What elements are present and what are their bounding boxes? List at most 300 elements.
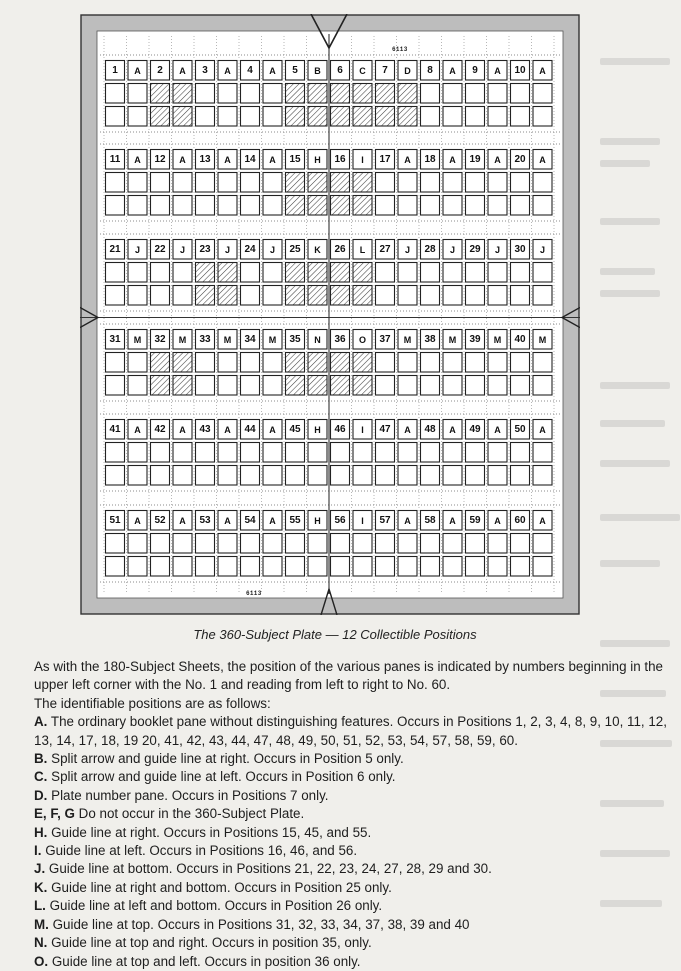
pane-number: 3 <box>202 65 208 76</box>
position-key: J. <box>34 861 46 877</box>
pane-37 <box>374 329 419 351</box>
stamp-cell <box>128 557 147 577</box>
pane-31 <box>104 329 149 351</box>
stamp-cell <box>263 286 282 306</box>
stamp-cell <box>376 84 395 104</box>
stamp-cell <box>376 557 395 577</box>
stamp-cell <box>106 466 125 486</box>
position-key: O. <box>34 953 49 969</box>
pane-22 <box>149 239 194 261</box>
position-description: The ordinary booklet pane without distinguishing features. Occurs in Positions 1, 2, 3, 4, 8, 9, 10, 11, 12, 13, 14, 17, 18, 19 20, 41, 42, 43, 44, 47, 48, 49, 50, 51, 52, 53, 54, 57, 58, 59, 60. <box>34 714 667 748</box>
stamp-cell <box>106 286 125 306</box>
pane-number: 18 <box>424 154 436 165</box>
stamp-cell <box>421 466 440 486</box>
pane-letter: A <box>224 425 231 435</box>
position-item <box>8 934 674 952</box>
pane-letter: A <box>449 516 456 526</box>
stamp-cell <box>151 196 170 216</box>
pane-letter: A <box>269 516 276 526</box>
stamp-cell <box>511 534 530 554</box>
stamp-cell <box>443 196 462 216</box>
pane-letter: A <box>494 155 501 165</box>
stamp-cell <box>331 173 350 193</box>
pane-letter: B <box>314 66 321 76</box>
stamp-cell <box>218 196 237 216</box>
pane-53 <box>194 510 239 532</box>
stamp-cell <box>241 263 260 283</box>
pane-letter: I <box>361 155 364 165</box>
pane-letter: A <box>134 155 141 165</box>
stamp-cell <box>173 84 192 104</box>
stamp-cell <box>196 286 215 306</box>
stamp-cell <box>331 196 350 216</box>
pane-32 <box>149 329 194 351</box>
position-key: B. <box>34 751 48 767</box>
pane-42 <box>149 419 194 441</box>
pane-letter: M <box>538 335 547 345</box>
pane-number: 49 <box>469 424 481 435</box>
stamp-cell <box>128 107 147 127</box>
pane-letter: A <box>224 516 231 526</box>
stamp-cell <box>376 107 395 127</box>
stamp-cell <box>466 263 485 283</box>
pane-18 <box>419 149 464 171</box>
stamp-cell <box>331 534 350 554</box>
stamp-cell <box>376 443 395 463</box>
stamp-cell <box>128 466 147 486</box>
stamp-cell <box>353 173 372 193</box>
pane-letter: A <box>539 516 546 526</box>
stamp-cell <box>488 466 507 486</box>
pane-44 <box>239 419 284 441</box>
stamp-cell <box>488 557 507 577</box>
pane-letter: A <box>134 516 141 526</box>
pane-26 <box>329 239 374 261</box>
stamp-cell <box>151 84 170 104</box>
stamp-cell <box>173 107 192 127</box>
stamp-cell <box>106 196 125 216</box>
stamp-cell <box>533 263 552 283</box>
stamp-cell <box>376 196 395 216</box>
stamp-cell <box>196 466 215 486</box>
stamp-cell <box>421 263 440 283</box>
stamp-cell <box>286 84 305 104</box>
pane-47 <box>374 419 419 441</box>
stamp-cell <box>533 376 552 396</box>
stamp-cell <box>263 196 282 216</box>
stamp-cell <box>151 286 170 306</box>
pane-letter: M <box>448 335 457 345</box>
stamp-cell <box>398 286 417 306</box>
position-item <box>8 787 674 805</box>
pane-11 <box>104 149 149 171</box>
stamp-cell <box>331 376 350 396</box>
stamp-cell <box>151 534 170 554</box>
position-description: Do not occur in the 360-Subject Plate. <box>78 806 305 822</box>
pane-number: 57 <box>379 515 391 526</box>
position-description: Guide line at right and bottom. Occurs in Position 25 only. <box>51 879 392 895</box>
pane-8 <box>419 60 464 82</box>
stamp-cell <box>331 466 350 486</box>
stamp-cell <box>308 84 327 104</box>
pane-6 <box>329 60 374 82</box>
pane-letter: J <box>404 245 410 255</box>
pane-letter: A <box>404 155 411 165</box>
stamp-cell <box>151 107 170 127</box>
stamp-cell <box>218 443 237 463</box>
stamp-cell <box>376 466 395 486</box>
stamp-cell <box>488 353 507 373</box>
pane-letter: M <box>133 335 142 345</box>
stamp-cell <box>128 376 147 396</box>
pane-letter: J <box>449 245 455 255</box>
plate-diagram <box>80 14 580 615</box>
stamp-cell <box>173 466 192 486</box>
pane-letter: I <box>361 516 364 526</box>
stamp-cell <box>128 534 147 554</box>
stamp-cell <box>286 376 305 396</box>
position-key: C. <box>34 769 48 785</box>
pane-59 <box>464 510 509 532</box>
stamp-cell <box>443 263 462 283</box>
stamp-cell <box>308 107 327 127</box>
pane-letter: A <box>269 425 276 435</box>
position-item <box>8 916 674 934</box>
stamp-cell <box>106 107 125 127</box>
stamp-cell <box>398 557 417 577</box>
stamp-cell <box>398 107 417 127</box>
stamp-cell <box>331 443 350 463</box>
pane-number: 27 <box>379 244 391 255</box>
stamp-cell <box>286 466 305 486</box>
pane-41 <box>104 419 149 441</box>
position-key: H. <box>34 824 48 840</box>
stamp-cell <box>488 286 507 306</box>
pane-number: 16 <box>334 154 346 165</box>
pane-number: 48 <box>424 424 436 435</box>
pane-number: 53 <box>199 515 211 526</box>
pane-letter: A <box>539 425 546 435</box>
stamp-cell <box>398 534 417 554</box>
pane-57 <box>374 510 419 532</box>
pane-letter: M <box>178 335 187 345</box>
pane-letter: M <box>493 335 502 345</box>
stamp-cell <box>218 376 237 396</box>
position-description: Guide line at top and left. Occurs in position 36 only. <box>51 953 361 969</box>
position-description: Guide line at top. Occurs in Positions 31, 32, 33, 34, 37, 38, 39 and 40 <box>52 916 470 932</box>
stamp-cell <box>308 263 327 283</box>
position-key: D. <box>34 787 48 803</box>
position-key: A. <box>34 714 48 730</box>
stamp-cell <box>196 84 215 104</box>
pane-number: 19 <box>469 154 481 165</box>
stamp-cell <box>241 376 260 396</box>
stamp-cell <box>533 466 552 486</box>
pane-number: 12 <box>154 154 166 165</box>
pane-25 <box>284 239 329 261</box>
pane-letter: K <box>314 245 321 255</box>
stamp-cell <box>308 534 327 554</box>
stamp-cell <box>173 263 192 283</box>
stamp-cell <box>353 443 372 463</box>
stamp-cell <box>488 107 507 127</box>
stamp-cell <box>398 84 417 104</box>
pane-number: 29 <box>469 244 481 255</box>
pane-letter: A <box>494 425 501 435</box>
stamp-cell <box>218 107 237 127</box>
stamp-cell <box>466 534 485 554</box>
intro-paragraph: As with the 180-Subject Sheets, the position of the various panes is indicated by numbers beginning in the upper left corner with the No. 1 and reading from left to right to No. 60. <box>34 659 664 693</box>
pane-58 <box>419 510 464 532</box>
pane-24 <box>239 239 284 261</box>
pane-30 <box>509 239 554 261</box>
pane-number: 24 <box>244 244 256 255</box>
stamp-cell <box>376 286 395 306</box>
pane-16 <box>329 149 374 171</box>
stamp-cell <box>376 376 395 396</box>
pane-9 <box>464 60 509 82</box>
stamp-cell <box>241 84 260 104</box>
stamp-cell <box>151 557 170 577</box>
pane-20 <box>509 149 554 171</box>
stamp-cell <box>308 466 327 486</box>
pane-52 <box>149 510 194 532</box>
position-item <box>8 713 674 750</box>
pane-2 <box>149 60 194 82</box>
stamp-cell <box>241 196 260 216</box>
stamp-cell <box>241 353 260 373</box>
stamp-cell <box>421 84 440 104</box>
pane-letter: A <box>494 516 501 526</box>
pane-23 <box>194 239 239 261</box>
body-text <box>8 658 674 971</box>
stamp-cell <box>151 466 170 486</box>
pane-14 <box>239 149 284 171</box>
stamp-cell <box>511 353 530 373</box>
pane-27 <box>374 239 419 261</box>
stamp-cell <box>421 376 440 396</box>
pane-number: 59 <box>469 515 481 526</box>
stamp-cell <box>353 534 372 554</box>
stamp-cell <box>421 173 440 193</box>
stamp-cell <box>511 173 530 193</box>
pane-letter: A <box>179 155 186 165</box>
pane-number: 21 <box>109 244 121 255</box>
stamp-cell <box>128 443 147 463</box>
stamp-cell <box>106 557 125 577</box>
pane-48 <box>419 419 464 441</box>
stamp-cell <box>218 466 237 486</box>
stamp-cell <box>511 263 530 283</box>
position-list <box>8 713 674 971</box>
stamp-cell <box>173 443 192 463</box>
stamp-cell <box>173 353 192 373</box>
pane-letter: A <box>539 155 546 165</box>
pane-13 <box>194 149 239 171</box>
position-key: L. <box>34 898 46 914</box>
stamp-cell <box>488 263 507 283</box>
stamp-cell <box>106 173 125 193</box>
stamp-cell <box>286 534 305 554</box>
stamp-cell <box>173 196 192 216</box>
stamp-cell <box>263 353 282 373</box>
pane-45 <box>284 419 329 441</box>
stamp-cell <box>443 173 462 193</box>
position-key: I. <box>34 843 42 859</box>
stamp-cell <box>128 173 147 193</box>
stamp-cell <box>466 353 485 373</box>
stamp-cell <box>488 84 507 104</box>
stamp-cell <box>128 84 147 104</box>
pane-number: 7 <box>382 65 388 76</box>
stamp-cell <box>196 443 215 463</box>
pane-33 <box>194 329 239 351</box>
position-item <box>8 879 674 897</box>
stamp-cell <box>466 376 485 396</box>
stamp-cell <box>173 173 192 193</box>
stamp-cell <box>443 466 462 486</box>
stamp-cell <box>218 173 237 193</box>
pane-letter: J <box>179 245 185 255</box>
pane-number: 15 <box>289 154 301 165</box>
stamp-cell <box>263 534 282 554</box>
pane-15 <box>284 149 329 171</box>
position-item <box>8 897 674 915</box>
pane-7 <box>374 60 419 82</box>
pane-number: 28 <box>424 244 436 255</box>
pane-number: 17 <box>379 154 391 165</box>
pane-number: 31 <box>109 334 121 345</box>
stamp-cell <box>533 84 552 104</box>
pane-28 <box>419 239 464 261</box>
pane-number: 14 <box>244 154 256 165</box>
pane-number: 37 <box>379 334 391 345</box>
pane-letter: H <box>314 516 321 526</box>
pane-51 <box>104 510 149 532</box>
pane-number: 26 <box>334 244 346 255</box>
position-description: Plate number pane. Occurs in Positions 7 only. <box>51 787 329 803</box>
pane-number: 50 <box>514 424 526 435</box>
position-key: M. <box>34 916 49 932</box>
stamp-cell <box>421 557 440 577</box>
stamp-cell <box>533 443 552 463</box>
stamp-cell <box>286 557 305 577</box>
pane-36 <box>329 329 374 351</box>
stamp-cell <box>286 353 305 373</box>
pane-12 <box>149 149 194 171</box>
pane-letter: A <box>134 66 141 76</box>
stamp-cell <box>443 534 462 554</box>
stamp-cell <box>263 376 282 396</box>
pane-letter: A <box>449 425 456 435</box>
stamp-cell <box>151 173 170 193</box>
pane-number: 47 <box>379 424 391 435</box>
pane-39 <box>464 329 509 351</box>
stamp-cell <box>308 286 327 306</box>
stamp-cell <box>443 376 462 396</box>
pane-number: 44 <box>244 424 256 435</box>
pane-number: 33 <box>199 334 211 345</box>
stamp-cell <box>173 286 192 306</box>
stamp-cell <box>511 107 530 127</box>
stamp-cell <box>398 353 417 373</box>
stamp-cell <box>331 557 350 577</box>
pane-letter: A <box>134 425 141 435</box>
position-item <box>8 842 674 860</box>
stamp-cell <box>106 376 125 396</box>
pane-number: 58 <box>424 515 436 526</box>
pane-number: 43 <box>199 424 211 435</box>
stamp-cell <box>218 84 237 104</box>
position-key: N. <box>34 935 48 951</box>
stamp-cell <box>443 557 462 577</box>
pane-29 <box>464 239 509 261</box>
stamp-cell <box>466 107 485 127</box>
stamp-cell <box>286 107 305 127</box>
stamp-cell <box>151 263 170 283</box>
stamp-cell <box>263 263 282 283</box>
stamp-cell <box>488 173 507 193</box>
figure-caption: The 360-Subject Plate — 12 Collectible Positions <box>193 627 477 642</box>
pane-number: 10 <box>514 65 526 76</box>
stamp-cell <box>421 286 440 306</box>
stamp-cell <box>443 443 462 463</box>
stamp-cell <box>263 557 282 577</box>
stamp-cell <box>128 286 147 306</box>
stamp-cell <box>241 534 260 554</box>
stamp-cell <box>106 263 125 283</box>
stamp-cell <box>331 84 350 104</box>
pane-letter: A <box>404 425 411 435</box>
pane-number: 51 <box>109 515 121 526</box>
pane-number: 11 <box>109 154 121 165</box>
stamp-cell <box>263 173 282 193</box>
pane-50 <box>509 419 554 441</box>
position-description: Guide line at bottom. Occurs in Positions 21, 22, 23, 24, 27, 28, 29 and 30. <box>48 861 492 877</box>
pane-1 <box>104 60 149 82</box>
pane-number: 30 <box>514 244 526 255</box>
pane-letter: A <box>179 516 186 526</box>
stamp-cell <box>128 263 147 283</box>
stamp-cell <box>376 534 395 554</box>
pane-letter: J <box>269 245 275 255</box>
pane-number: 22 <box>154 244 166 255</box>
stamp-cell <box>511 443 530 463</box>
pane-number: 54 <box>244 515 256 526</box>
stamp-cell <box>151 353 170 373</box>
position-description: Guide line at top and right. Occurs in position 35, only. <box>51 935 372 951</box>
stamp-cell <box>533 196 552 216</box>
pane-letter: J <box>494 245 500 255</box>
lead-sentence: The identifiable positions are as follows: <box>34 695 271 711</box>
stamp-cell <box>331 263 350 283</box>
pane-letter: M <box>403 335 412 345</box>
stamp-cell <box>196 534 215 554</box>
stamp-cell <box>353 376 372 396</box>
stamp-cell <box>466 466 485 486</box>
stamp-cell <box>398 466 417 486</box>
stamp-cell <box>488 376 507 396</box>
stamp-cell <box>196 557 215 577</box>
pane-number: 46 <box>334 424 346 435</box>
stamp-cell <box>241 557 260 577</box>
position-item <box>8 750 674 768</box>
stamp-cell <box>466 196 485 216</box>
stamp-cell <box>196 353 215 373</box>
stamp-cell <box>511 84 530 104</box>
stamp-cell <box>151 443 170 463</box>
stamp-cell <box>511 286 530 306</box>
